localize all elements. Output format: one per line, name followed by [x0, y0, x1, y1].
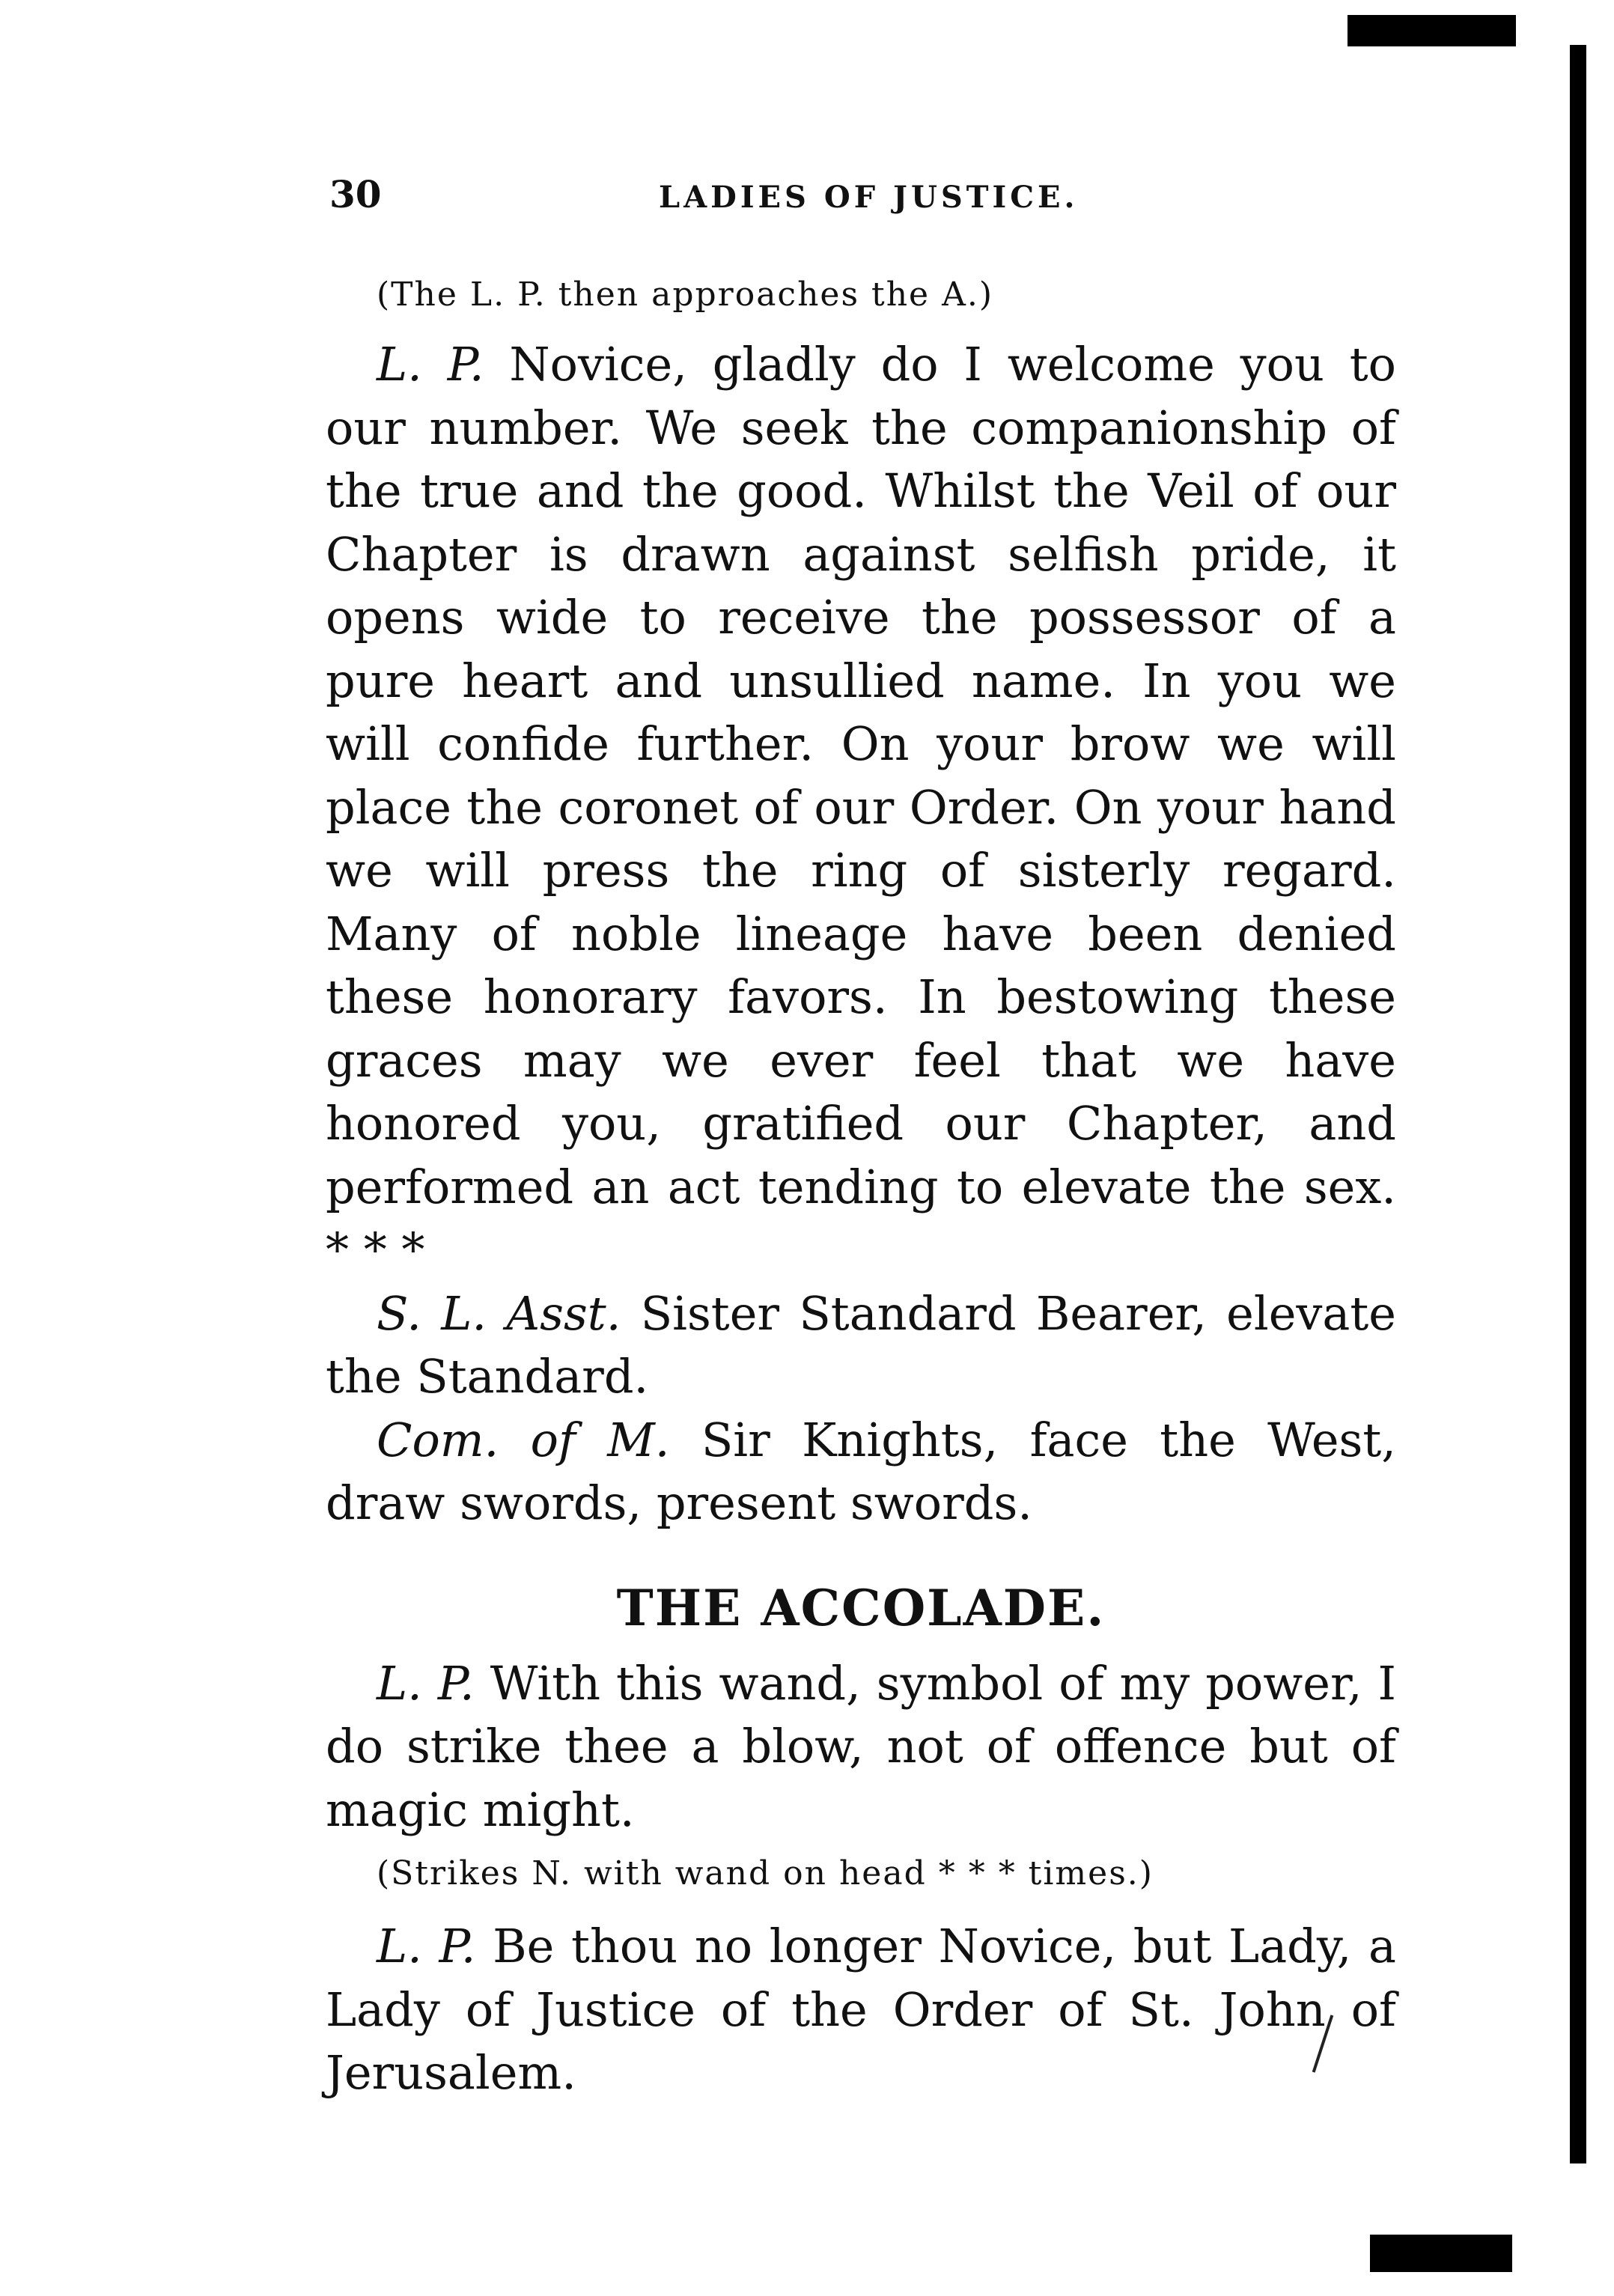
speaker-label: Com. of M.	[377, 1412, 670, 1467]
paragraph-text: Be thou no longer Novice, but Lady, a Lady of Justice of the Order of St. John of Jerusalem.	[326, 1919, 1396, 2100]
paragraph-1	[326, 333, 1396, 1282]
paragraph-text: Sir Knights, face the West, draw swords, present swords.	[326, 1412, 1396, 1530]
paragraph-2	[326, 1282, 1396, 1409]
scan-edge-right-bar	[1570, 45, 1586, 2163]
page-number: 30	[329, 172, 382, 216]
scan-edge-bottom-bar	[1370, 2235, 1512, 2272]
speaker-label: L. P.	[377, 337, 484, 392]
paragraph-text: With this wand, symbol of my power, I do strike thee a blow, not of offence but of magic might.	[326, 1655, 1396, 1837]
page-header	[329, 172, 1392, 247]
section-heading: THE ACCOLADE.	[616, 1578, 1106, 1637]
paragraph-text: Sister Standard Bearer, elevate the Standard.	[326, 1285, 1396, 1404]
body-text	[326, 273, 1396, 2105]
scan-edge-top-bar	[1347, 15, 1516, 46]
paragraph-text: Novice, gladly do I welcome you to our number. We seek the companionship of the true and the good. Whilst the Veil of our Chapter is drawn against selfish pride, it opens wide to receive the possessor of a pure heart and unsullied name. In you we will confide further. On your brow we will place the coronet of our Order. On your hand we will press the ring of sisterly regard. Many of noble lineage have been denied these honorary favors. In bestowing these graces may we ever feel that we have honored you, gratified our Chapter, and performed an act tending to elevate the sex. * * *	[326, 337, 1396, 1277]
stage-direction: (Strikes N. with wand on head * * * times.)	[377, 1854, 1154, 1892]
running-head: LADIES OF JUSTICE.	[659, 180, 1079, 215]
paragraph-5	[326, 1915, 1396, 2105]
stage-direction: (The L. P. then approaches the A.)	[377, 275, 993, 314]
paragraph-4	[326, 1652, 1396, 1842]
speaker-label: L. P.	[377, 1919, 476, 1973]
paragraph-3	[326, 1409, 1396, 1535]
speaker-label: L. P.	[377, 1655, 475, 1711]
speaker-label: S. L. Asst.	[377, 1285, 621, 1341]
